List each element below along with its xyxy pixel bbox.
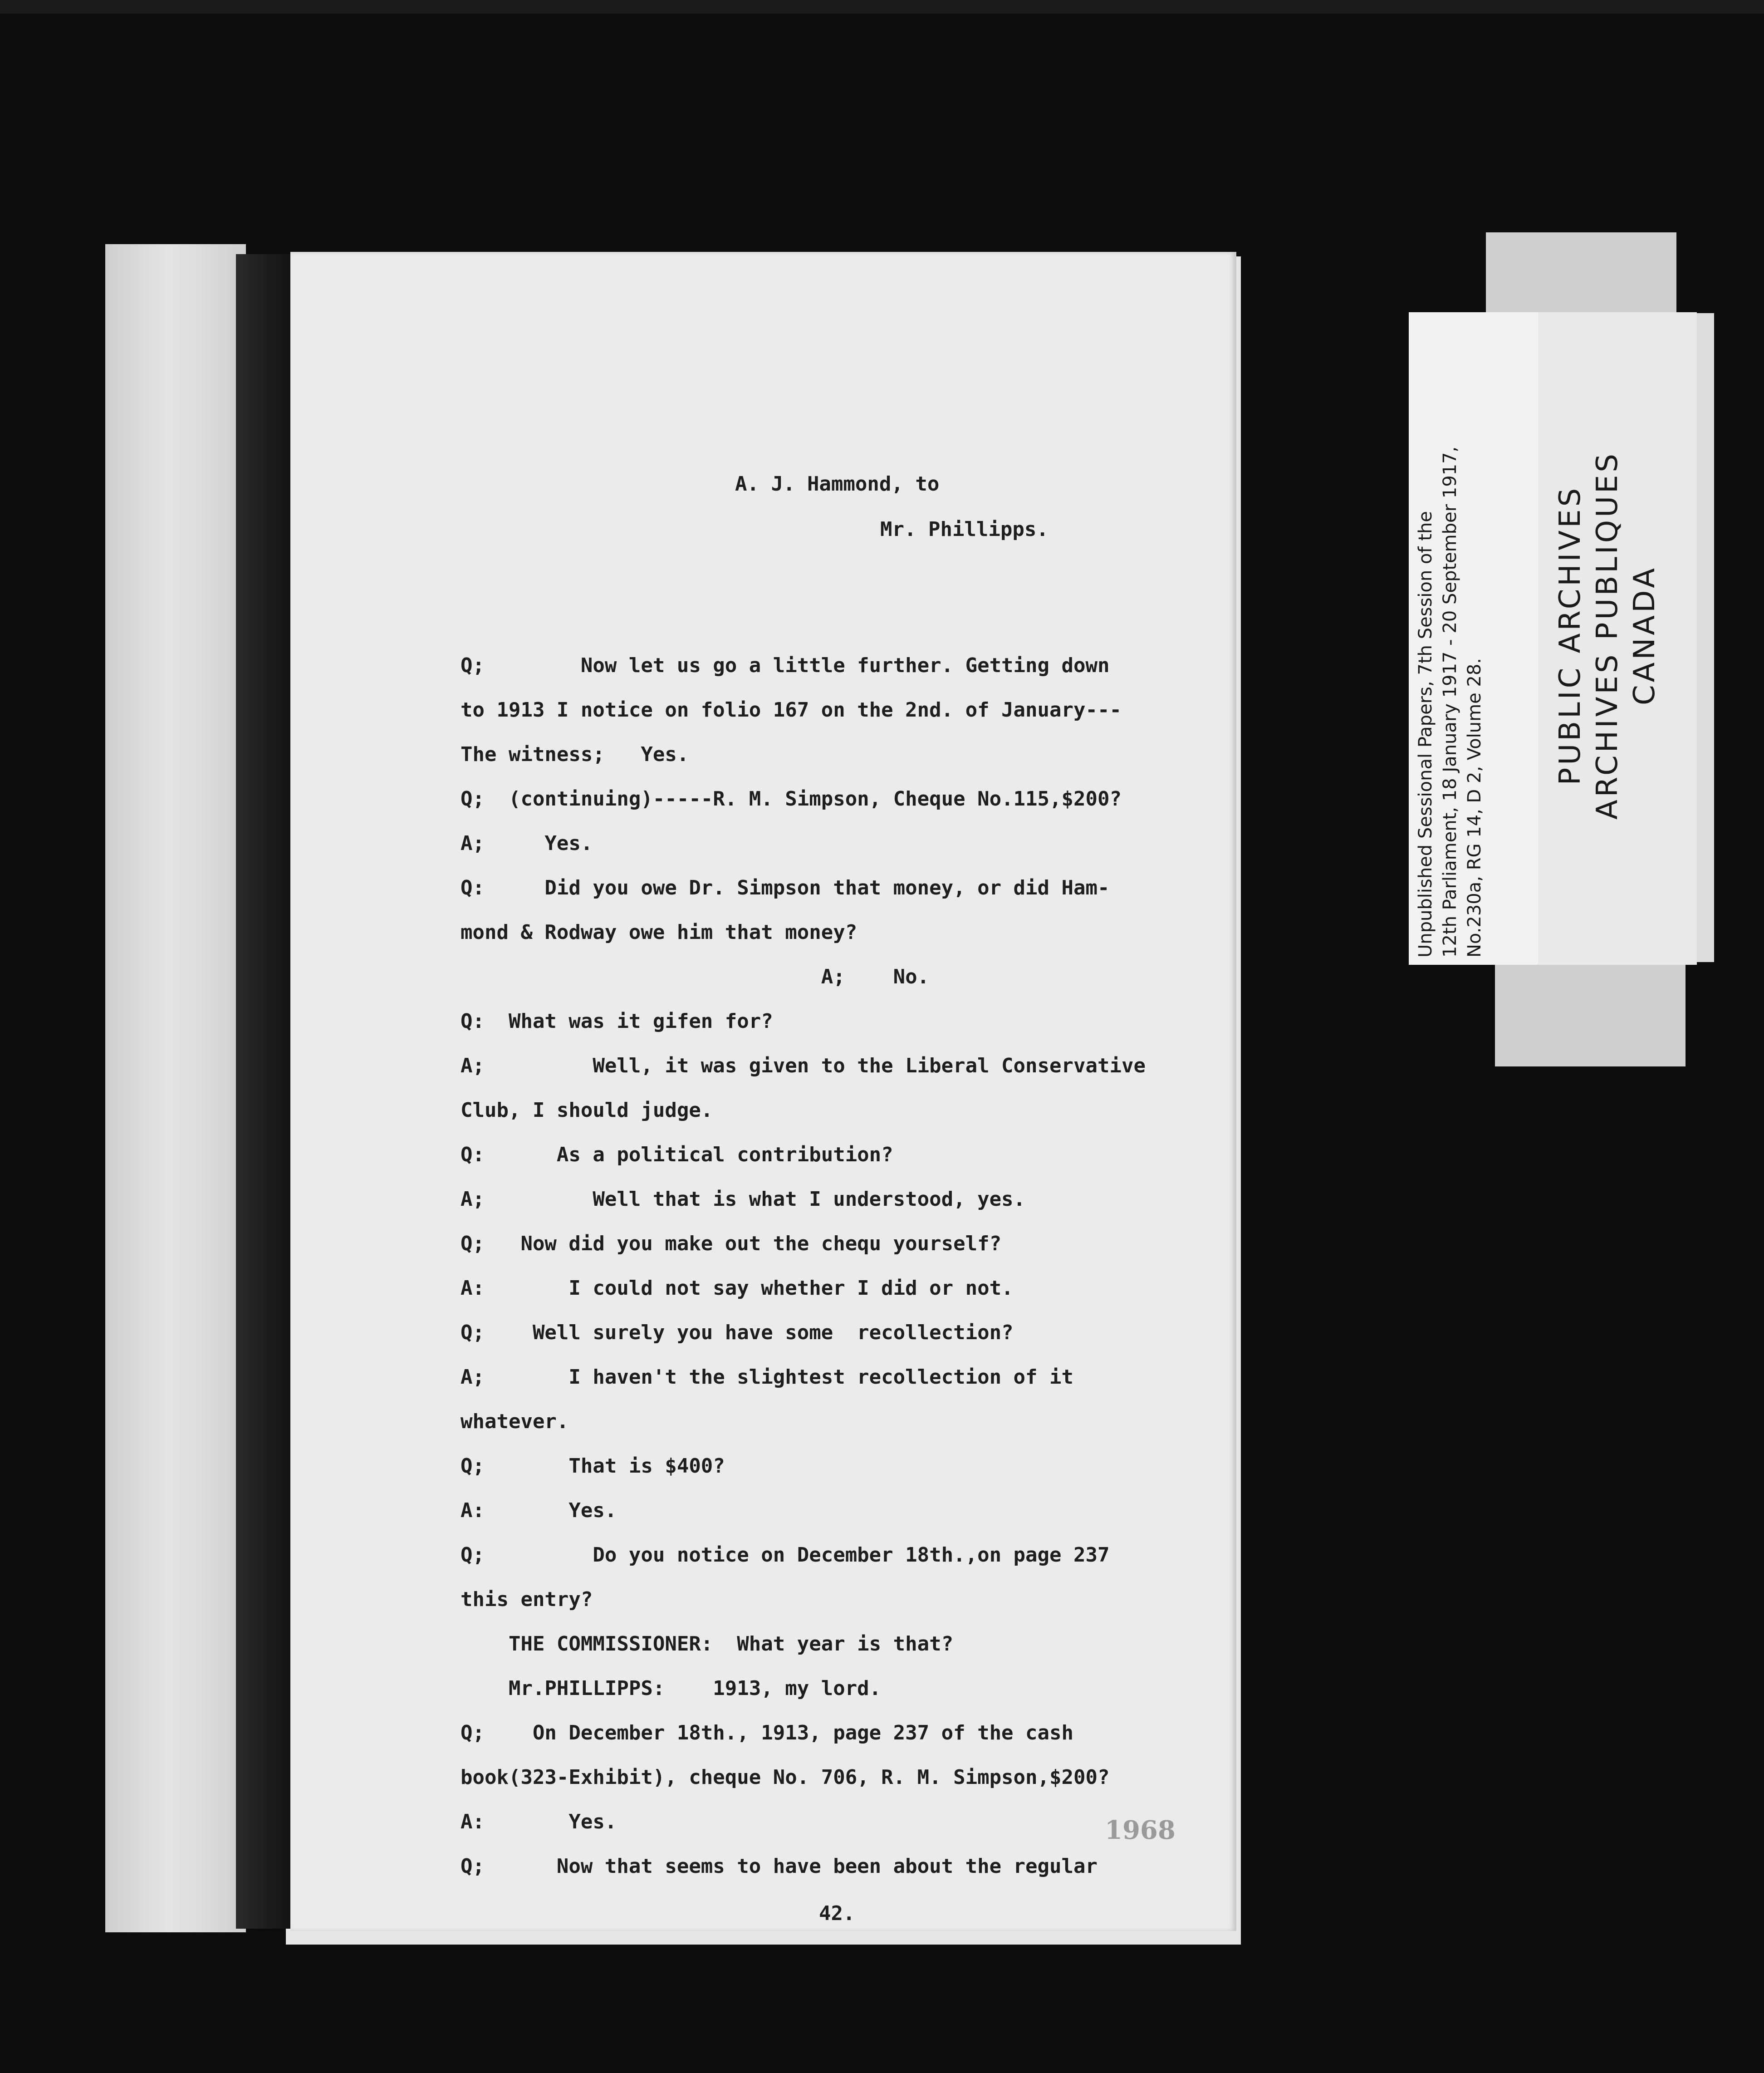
label-edge-strip	[1697, 313, 1714, 962]
stamp-line-1: PUBLIC ARCHIVES	[1553, 485, 1587, 786]
film-top-edge	[0, 0, 1764, 14]
transcript-line: to 1913 I notice on folio 167 on the 2nd. of January---	[461, 698, 1122, 722]
binding-shadow	[236, 254, 295, 1929]
transcript-line: THE COMMISSIONER: What year is that?	[461, 1632, 954, 1655]
transcript-line: Q: Did you owe Dr. Simpson that money, or did Ham-	[461, 876, 1110, 899]
transcript-line: Q; Well surely you have some recollection?	[461, 1321, 1014, 1344]
catalog-line-2: 12th Parliament, 18 January 1917 - 20 September 1917,	[1440, 446, 1460, 958]
transcript-line: mond & Rodway owe him that money?	[461, 921, 858, 944]
transcript-line: Q; That is $400?	[461, 1454, 725, 1478]
transcript-line: Q; Now let us go a little further. Getting down	[461, 654, 1110, 677]
transcript-line: book(323-Exhibit), cheque No. 706, R. M. Simpson,$200?	[461, 1766, 1110, 1789]
transcript-line: A; Well, it was given to the Liberal Conservative	[461, 1054, 1146, 1077]
transcript-line: A; No.	[461, 965, 930, 988]
transcript-line: whatever.	[461, 1410, 569, 1433]
catalog-text	[1413, 322, 1540, 958]
page-stamp-number: 1968	[1105, 1815, 1176, 1845]
transcript-line: Q; (continuing)-----R. M. Simpson, Cheque No.115,$200?	[461, 787, 1122, 811]
transcript-line: A: Yes.	[461, 1810, 617, 1833]
transcript-line: this entry?	[461, 1588, 593, 1611]
transcript-line: A: Yes.	[461, 1499, 617, 1522]
transcript-line: Q; Now that seems to have been about the regular	[461, 1855, 1098, 1878]
stamp-line-3: CANADA	[1628, 565, 1661, 706]
transcript-line: Q; Do you notice on December 18th.,on page 237	[461, 1543, 1110, 1567]
label-tape-bottom	[1495, 953, 1686, 1066]
heading-line-2: Mr. Phillipps.	[880, 518, 1049, 541]
archives-stamp	[1552, 408, 1688, 862]
page-number: 42.	[819, 1902, 855, 1925]
transcript-line: Q; On December 18th., 1913, page 237 of the cash	[461, 1721, 1074, 1744]
binding-strip	[105, 244, 246, 1932]
document-page	[290, 252, 1236, 1931]
label-tape-top	[1486, 232, 1676, 323]
stamp-line-2: ARCHIVES PUBLIQUES	[1591, 451, 1624, 820]
catalog-line-1: Unpublished Sessional Papers, 7th Session of the	[1415, 511, 1436, 958]
transcript-line: The witness; Yes.	[461, 743, 689, 766]
transcript-line: A; I haven't the slightest recollection of it	[461, 1366, 1074, 1389]
transcript-line: Q: What was it gifen for?	[461, 1010, 773, 1033]
transcript-line: Mr.PHILLIPPS: 1913, my lord.	[461, 1677, 882, 1700]
transcript-line: A; Well that is what I understood, yes.	[461, 1188, 1026, 1211]
transcript-line: Club, I should judge.	[461, 1099, 713, 1122]
transcript-line: Q: As a political contribution?	[461, 1143, 893, 1166]
transcript-line: A: I could not say whether I did or not.	[461, 1277, 1014, 1300]
heading-line-1: A. J. Hammond, to	[735, 472, 940, 496]
transcript-line: Q; Now did you make out the chequ yourself?	[461, 1232, 1002, 1255]
transcript-line: A; Yes.	[461, 832, 593, 855]
catalog-line-3: No.230a, RG 14, D 2, Volume 28.	[1464, 658, 1485, 958]
